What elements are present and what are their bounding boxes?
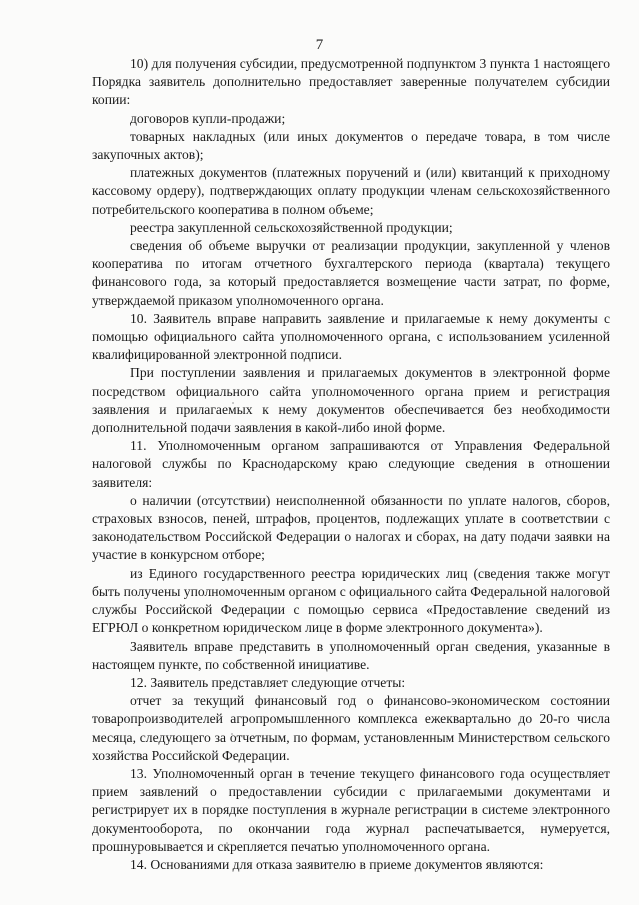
paragraph-own-initiative: Заявитель вправе представить в уполномоченный орган сведения, указанные в настоящем пункте, по собственной инициативе. <box>92 638 610 672</box>
paragraph-item-10-subsidy-copies: 10) для получения субсидии, предусмотренной подпунктом 3 пункта 1 настоящего Порядка заявитель дополнительно предоставляет заверенные получателем субсидии копии: <box>92 56 610 108</box>
paragraph-purchase-register: реестра закупленной сельскохозяйственной продукции; <box>130 219 453 235</box>
paragraph-13-application-intake: 13. Уполномоченный орган в течение текущего финансового года осуществляет прием заявлений о предоставлении субсидии с прилагаемыми документами и регистрирует их в порядке поступления в журнале регистрации в системе электронного документооборота, по окончании года журнал распечатывается, нумеруется, прошнуровывается и скрепляется печатью уполномоченного органа. <box>92 765 610 854</box>
paragraph-waybills: товарных накладных (или иных документов о передаче товара, в том числе закупочных актов); <box>92 128 610 163</box>
paragraph-sale-contracts: договоров купли-продажи; <box>130 110 286 126</box>
paragraph-14-refusal-grounds: 14. Основаниями для отказа заявителю в приеме документов являются: <box>130 856 544 872</box>
paragraph-12-reports: 12. Заявитель представляет следующие отчеты: <box>130 674 406 690</box>
paragraph-electronic-receipt: При поступлении заявления и прилагаемых документов в электронной форме посредством официального сайта уполномоченного органа прием и регистрация заявления и прилагаемых к нему документов обеспечивается без необходимости дополнительной подачи заявления в какой-либо иной форме. <box>92 365 610 436</box>
paragraph-tax-debt-info: о наличии (отсутствии) неисполненной обязанности по уплате налогов, сборов, страховых взносов, пеней, штрафов, процентов, подлежащих уплате в соответствии с законодательством Российской Федерации о налогах и сборах, на дату подачи заявки на участие в конкурсном отборе; <box>92 492 610 563</box>
paragraph-11-tax-service-request: 11. Уполномоченным органом запрашиваются от Управления Федеральной налоговой службы по Краснодарскому краю следующие сведения в отношении заявителя: <box>92 438 610 490</box>
paragraph-egrul-info: из Единого государственного реестра юридических лиц (сведения также могут быть получены уполномоченным органом с официального сайта Федеральной налоговой службы Российской Федерации с помощью сервиса «Предоставление сведений из ЕГРЮЛ о конкретном юридическом лице в форме электронного документа»). <box>92 565 610 636</box>
paragraph-payment-documents: платежных документов (платежных поручений и (или) квитанций к приходному кассовому ордеру), подтверждающих оплату продукции членам сельскохозяйственного потребительского кооператива в полном объеме; <box>92 165 610 217</box>
paragraph-10-electronic-submission: 10. Заявитель вправе направить заявление и прилагаемые к нему документы с помощью официального сайта уполномоченного органа, с использованием усиленной квалифицированной электронной подписи. <box>92 310 610 363</box>
paragraph-financial-report: отчет за текущий финансовый год о финансово-экономическом состоянии товаропроизводителей агропромышленного комплекса ежеквартально до 20-го числа месяца, следующего за отчетным, по формам, установленным Министерством сельского хозяйства Российской Федерации. <box>92 693 610 763</box>
paragraph-revenue-info: сведения об объеме выручки от реализации продукции, закупленной у членов кооператива по итогам отчетного бухгалтерского периода (квартала) текущего финансового года, за который предоставляется возмещение части затрат, по форме, утверждаемой приказом уполномоченного органа. <box>92 238 610 308</box>
document-body <box>92 55 610 874</box>
page-number: 7 <box>315 37 324 53</box>
